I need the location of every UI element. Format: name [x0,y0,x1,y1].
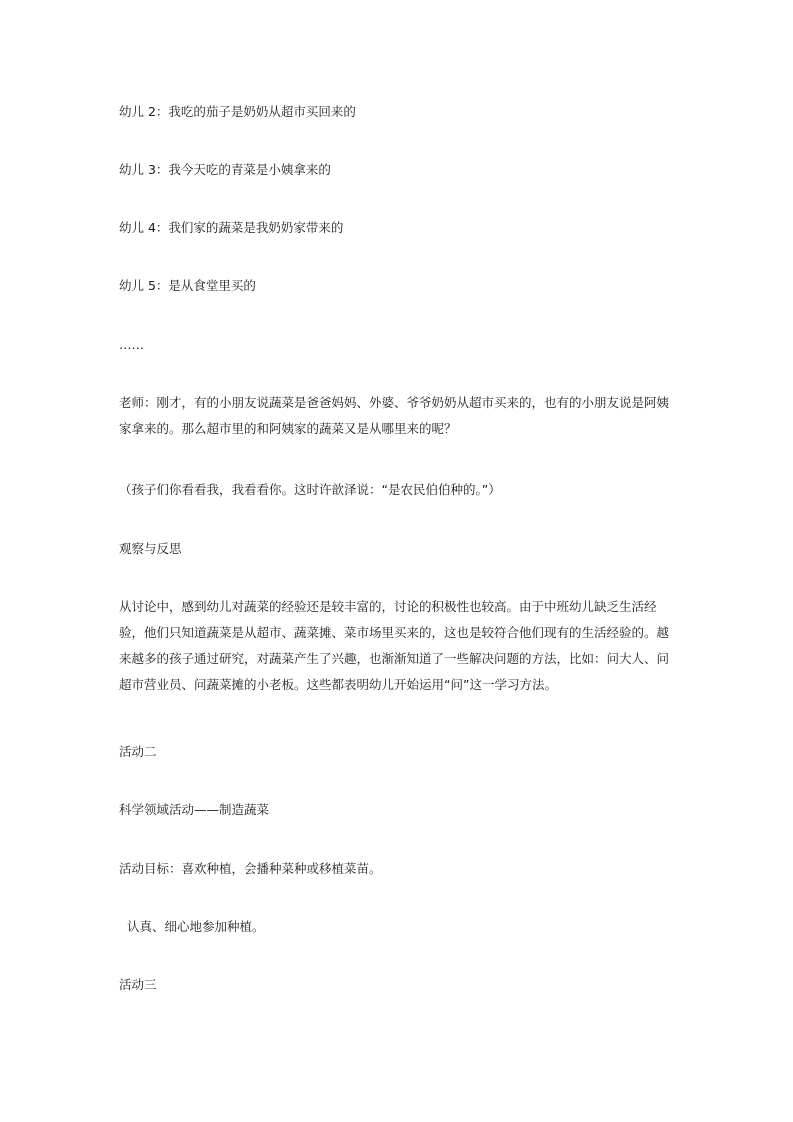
activity-two-heading: 活动二 [119,744,157,759]
child-2-answer: 幼儿 2：我吃的茄子是奶奶从超市买回来的 [119,104,356,119]
activity-three-heading: 活动三 [119,977,157,992]
activity-goal-continued: 认真、细心地参加种植。 [127,919,265,934]
child-3-answer: 幼儿 3：我今天吃的青菜是小姨拿来的 [119,162,331,177]
child-4-answer: 幼儿 4：我们家的蔬菜是我奶奶家带来的 [119,220,344,235]
children-reaction: （孩子们你看看我，我看看你。这时许歆泽说：“是农民伯伯种的。”） [119,482,501,497]
ellipsis: …… [119,337,144,352]
activity-two-title: 科学领域活动——制造蔬菜 [119,802,270,817]
reflection-paragraph: 从讨论中，感到幼儿对蔬菜的经验还是较丰富的，讨论的积极性也较高。由于中班幼儿缺乏生活经验，他们只知道蔬菜是从超市、蔬菜摊、菜市场里买来的，这也是较符合他们现有的生活经验的。越来越多的孩子通过研究，对蔬菜产生了兴趣，也渐渐知道了一些解决问题的方法，比如：问大人、问超市营业员、问蔬菜摊的小老板。这些都表明幼儿开始运用“问”这一学习方法。 [119,599,670,692]
teacher-question: 老师：刚才，有的小朋友说蔬菜是爸爸妈妈、外婆、爷爷奶奶从超市买来的，也有的小朋友说是阿姨家拿来的。那么超市里的和阿姨家的蔬菜又是从哪里来的呢？ [119,395,670,436]
activity-goal: 活动目标：喜欢种植，会播种菜种或移植菜苗。 [119,861,382,876]
child-5-answer: 幼儿 5：是从食堂里买的 [119,278,256,293]
section-heading-observation: 观察与反思 [119,541,182,556]
